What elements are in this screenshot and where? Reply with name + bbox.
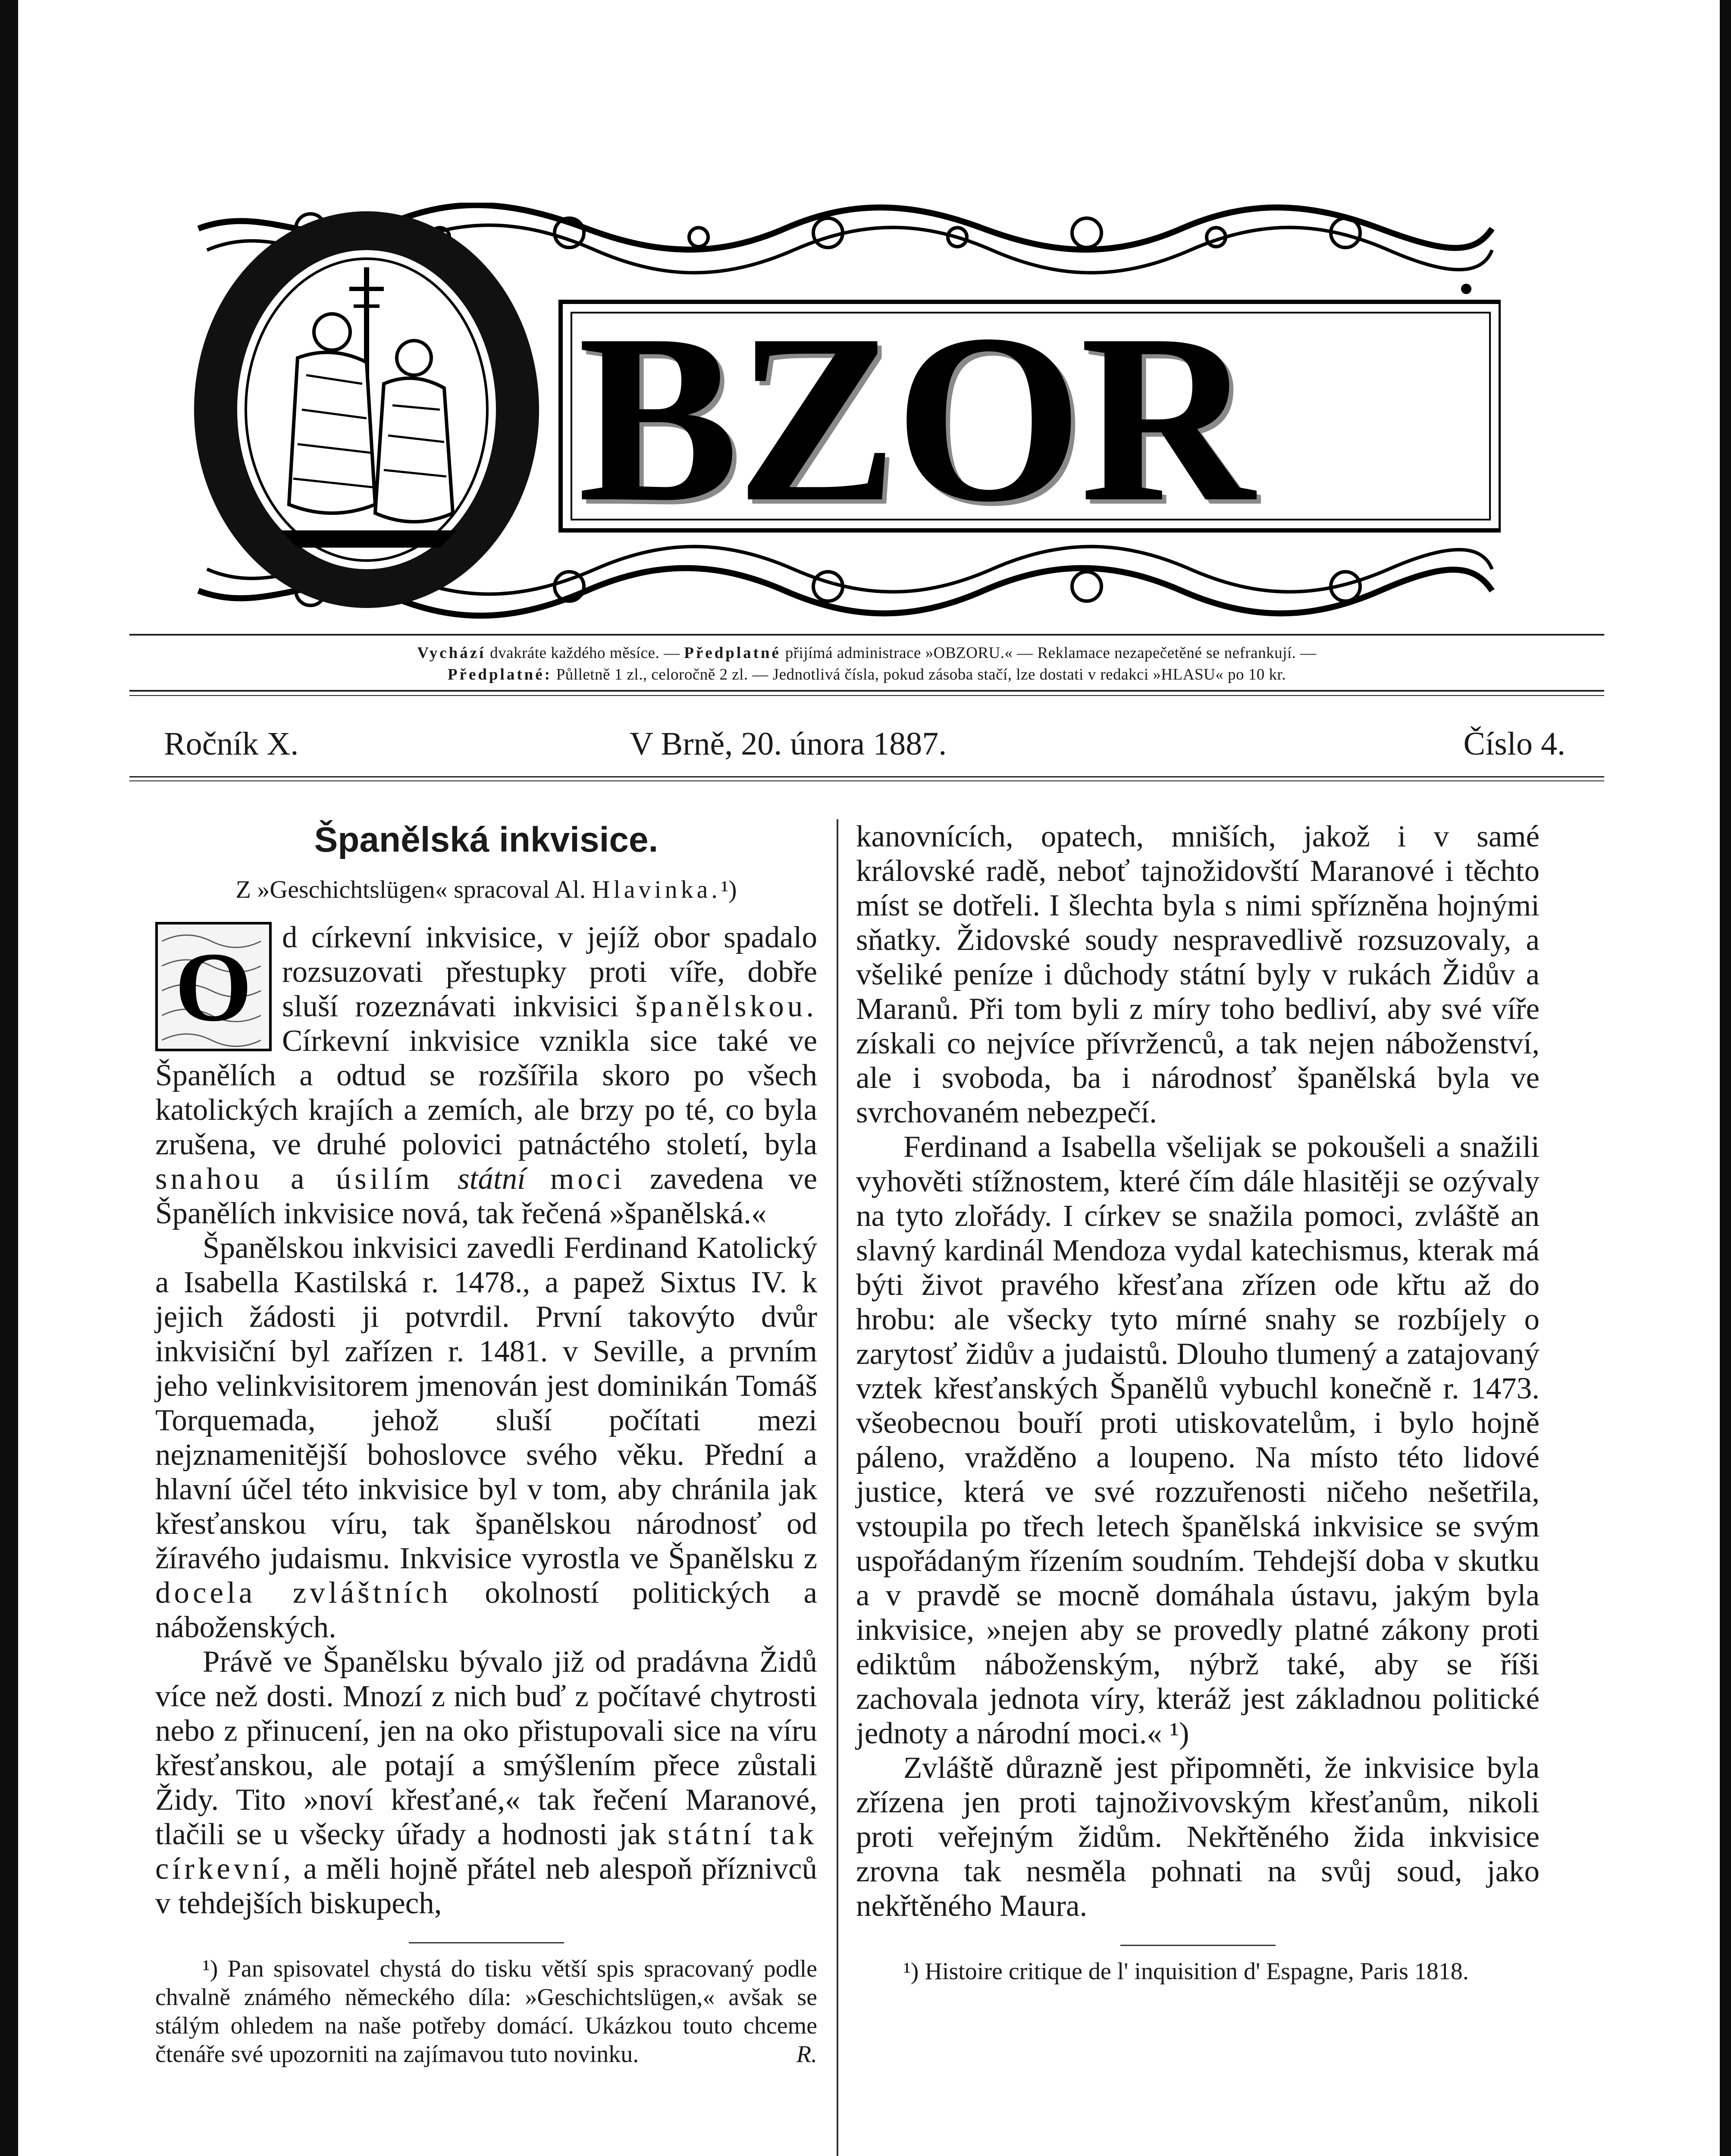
drop-cap-letter: O [175,932,252,1042]
scan-edge-left [0,0,18,2156]
scan-edge-right [1720,0,1731,2156]
paragraph-4: Ferdinand a Isabella všelijak se pokoušeli a snažili vyhověti stížnostem, které čím dále hlasitěji se ozývaly na tyto zlořády. I církev se snažila pomoci, zvláště an slavný kardinál Mendoza vydal katechismus, kterak má býti život pravého křesťana zřízen ode křtu až do hrobu: ale všecky tyto mírné snahy se rozbíjely o zarytosť židův a judaistů. Dlouho tlumený a zatajovaný vztek křesťanských Španělů vybuchl konečně r. 1473. všeobecnou bouří proti utiskovatelům, i bylo hojně páleno, vražděno a loupeno. Na místo této lidové justice, která ve své rozzuřenosti ničeho nešetřila, vstoupila po třech letech španělská inkvisice se svým uspořádaným řízením soudním. Tehdejší doba v skutku a v pravdě se mocně domáhala ústavu, jakým byla inkvisice, »nejen aby se provedly platné zákony proti ediktům náboženským, nýbrž také, aby se říši zachovala jednota víry, kteráž jest základnou politické jednoty a národní moci.« ¹) [856,1130,1540,1750]
masthead-title: BZOR [578,285,1252,552]
issue-rule [129,776,1604,777]
paragraph-1: O d církevní inkvisice, v jejíž obor spadalo rozsuzovati přestupky proti víře, dobře sluší rozeznávati inkvisici španělskou. Církevní inkvisice vznikla sice také ve Španělích a odtud se rozšířila skoro po všech katolických krajích a zemích, ale brzy po té, co byla zrušena, ve druhé polovici patnáctého století, byla snahou a úsilím státní moci zavedena ve Španělích inkvisice nová, tak řečená »španělská.« [155,921,818,1230]
footnote-right: ¹) Histoire critique de l' inquisition d' Espagne, Paris 1818. [903,1958,1469,1985]
subscription-notice [129,642,1604,686]
article-byline: Z »Geschichtslügen« spracoval Al. Hlavinka.¹) [235,875,737,903]
paragraph-3: Právě ve Španělsku bývalo již od pradávna Židů více než dosti. Mnozí z nich buď z počítavé chytrosti nebo z přinucení, jen na oko přistupovali sice na víru křesťanskou, ale potají a smýšlením přece zůstali Židy. Tito »noví křesťané,« tak řečení Maranové, tlačili se u všecky úřady a hodnosti jak státní tak církevní, a měli hojně přátel neb alespoň příznivců v tehdejších biskupech, [155,1645,818,1920]
notice-rule-top [129,634,1604,636]
volume-label: Ročník X. [164,726,299,762]
footnote-rule-right [1120,1945,1276,1946]
paragraph-5: Zvláště důrazně jest připomněti, že inkvisice byla zřízena jen proti tajnoživovským křesťanům, nikoli proti veřejným židům. Nekřtěného žida inkvisice zrovna tak nesměla pohnati na svůj soud, jako nekřtěného Maura. [856,1751,1540,1923]
notice-rule-bottom-thin [129,695,1604,696]
article-title: Španělská inkvisice. [314,820,659,859]
column-right [856,819,1540,1986]
drop-cap [155,922,272,1051]
notice-line-2: Předplatné: Půlletně 1 zl., celoročně 2 zl. — Jednotlivá čísla, pokud zásoba stačí, lze dostati v redakci »HLASU« po 10 kr. [447,666,1286,683]
issue-rule-thin [129,780,1604,781]
footnote-left: ¹) Pan spisovatel chystá do tisku větší spis spracovaný podle chvalně známého německého díla: »Geschichtslügen,« avšak se stálým ohledem na naše potřeby domácí. Ukázkou touto chceme čtenáře své upozorniti na zajímavou tuto novinku. R. [155,1955,817,2068]
masthead [181,203,1501,625]
footnote-signature: R. [796,2041,817,2068]
column-divider [837,819,838,2156]
notice-line-1: Vychází dvakráte každého měsíce. — Předplatné přijímá administrace »OBZORU.« — Reklamace nezapečetěné se nefrankují. — [417,644,1317,662]
issue-number: Číslo 4. [1463,726,1565,762]
paragraph-2: Španělskou inkvisici zavedli Ferdinand Katolický a Isabella Kastilská r. 1478., a papež Sixtus IV. k jejich žádosti ji potvrdil. První takovýto dvůr inkvisiční byl zařízen r. 1481. v Seville, a prvním jeho velinkvisitorem jmenován jest dominikán Tomáš Torquemada, jehož sluší počítati mezi nejznamenitější bohoslovce svého věku. Přední a hlavní účel této inkvisice byl v tom, aby chránila jak křesťanskou víru, tak španělskou národnosť od žíravého judaismu. Inkvisice vyrostla ve Španělsku z docela zvláštních okolností politických a náboženských. [155,1231,817,1644]
paragraph-3-continued: kanovnících, opatech, mniších, jakož i v samé královské radě, neboť tajnožidovští Maranové i těchto míst se dotřeli. I šlechta byla s nimi spřízněna hojnými sňatky. Židovské soudy nespravedlivě rozsuzovaly, a všeliké peníze i důchody státní byly v rukách Židův a Maranů. Při tom byli z míry toho bedliví, aby své víře získali co nejvíce přívrženců, a tak nejen náboženství, ale i svoboda, ba i národnosť španělská byla ve svrchovaném nebezpečí. [856,820,1540,1129]
place-date: V Brně, 20. února 1887. [630,726,947,762]
column-left [155,819,817,2068]
notice-rule-bottom [129,690,1604,692]
issue-line [164,720,1565,768]
footnote-rule-left [409,1942,564,1943]
